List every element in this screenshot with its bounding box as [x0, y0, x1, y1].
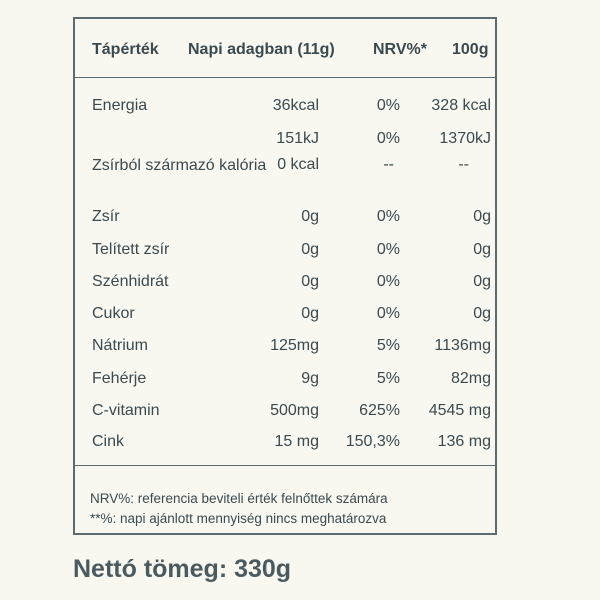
- nutrient-name: Energia: [92, 97, 148, 114]
- table-header: [75, 19, 495, 77]
- daily-value: 9g: [301, 370, 319, 387]
- footnote-unspecified: **%: napi ajánlott mennyiség nincs meghatározva: [90, 511, 387, 526]
- header-daily-serving: Napi adagban (11g): [188, 41, 335, 58]
- daily-value: 500mg: [270, 402, 319, 419]
- nrv-value: 0%: [376, 130, 400, 147]
- nrv-value: 0%: [376, 273, 400, 290]
- per-100g-value: 4545 mg: [428, 402, 491, 419]
- nrv-value: 5%: [376, 370, 400, 387]
- daily-value: 125mg: [270, 337, 319, 354]
- nutrient-name: Zsírból származó kalória: [92, 157, 267, 174]
- nrv-value: 0%: [376, 208, 400, 225]
- nrv-value: 625%: [359, 402, 400, 419]
- header-per-100g: 100g: [452, 41, 489, 58]
- per-100g-value: 1370kJ: [439, 130, 491, 147]
- daily-value: 15 mg: [274, 433, 319, 450]
- daily-value: 36kcal: [272, 97, 319, 114]
- header-divider: [75, 77, 495, 78]
- nutrient-name: Telített zsír: [92, 241, 170, 258]
- footnote-nrv: NRV%: referencia beviteli érték felnőttek számára: [90, 491, 388, 506]
- nrv-value: 150,3%: [345, 433, 400, 450]
- per-100g-value: 0g: [473, 208, 491, 225]
- header-nrv: NRV%*: [373, 41, 427, 58]
- net-weight: Nettó tömeg: 330g: [73, 555, 292, 583]
- per-100g-value: 82mg: [450, 370, 491, 387]
- nutrition-label: [73, 17, 497, 535]
- nutrient-name: Zsír: [92, 208, 120, 225]
- per-100g-value: 0g: [473, 241, 491, 258]
- nutrient-name: Cukor: [92, 305, 135, 322]
- per-100g-value: --: [458, 156, 469, 173]
- per-100g-value: 136 mg: [437, 433, 491, 450]
- per-100g-value: 1136mg: [434, 337, 491, 354]
- daily-value: 0g: [301, 273, 319, 290]
- nutrient-name: Cink: [92, 433, 125, 450]
- per-100g-value: 0g: [473, 305, 491, 322]
- daily-value: 0g: [301, 305, 319, 322]
- per-100g-value: 328 kcal: [431, 97, 491, 114]
- nrv-value: 0%: [376, 305, 400, 322]
- per-100g-value: 0g: [473, 273, 491, 290]
- nrv-value: --: [383, 156, 394, 173]
- footer-divider: [75, 465, 495, 466]
- nrv-value: 5%: [376, 337, 400, 354]
- nutrient-name: Szénhidrát: [92, 273, 169, 290]
- daily-value: 0g: [301, 241, 319, 258]
- daily-value: 0g: [301, 208, 319, 225]
- nutrient-name: Nátrium: [92, 337, 149, 354]
- daily-value: 0 kcal: [277, 156, 319, 173]
- nutrient-name: Fehérje: [92, 370, 147, 387]
- daily-value: 151kJ: [276, 130, 319, 147]
- header-nutrient: Tápérték: [92, 41, 159, 58]
- nutrient-name: C-vitamin: [92, 402, 160, 419]
- nrv-value: 0%: [376, 241, 400, 258]
- nrv-value: 0%: [376, 97, 400, 114]
